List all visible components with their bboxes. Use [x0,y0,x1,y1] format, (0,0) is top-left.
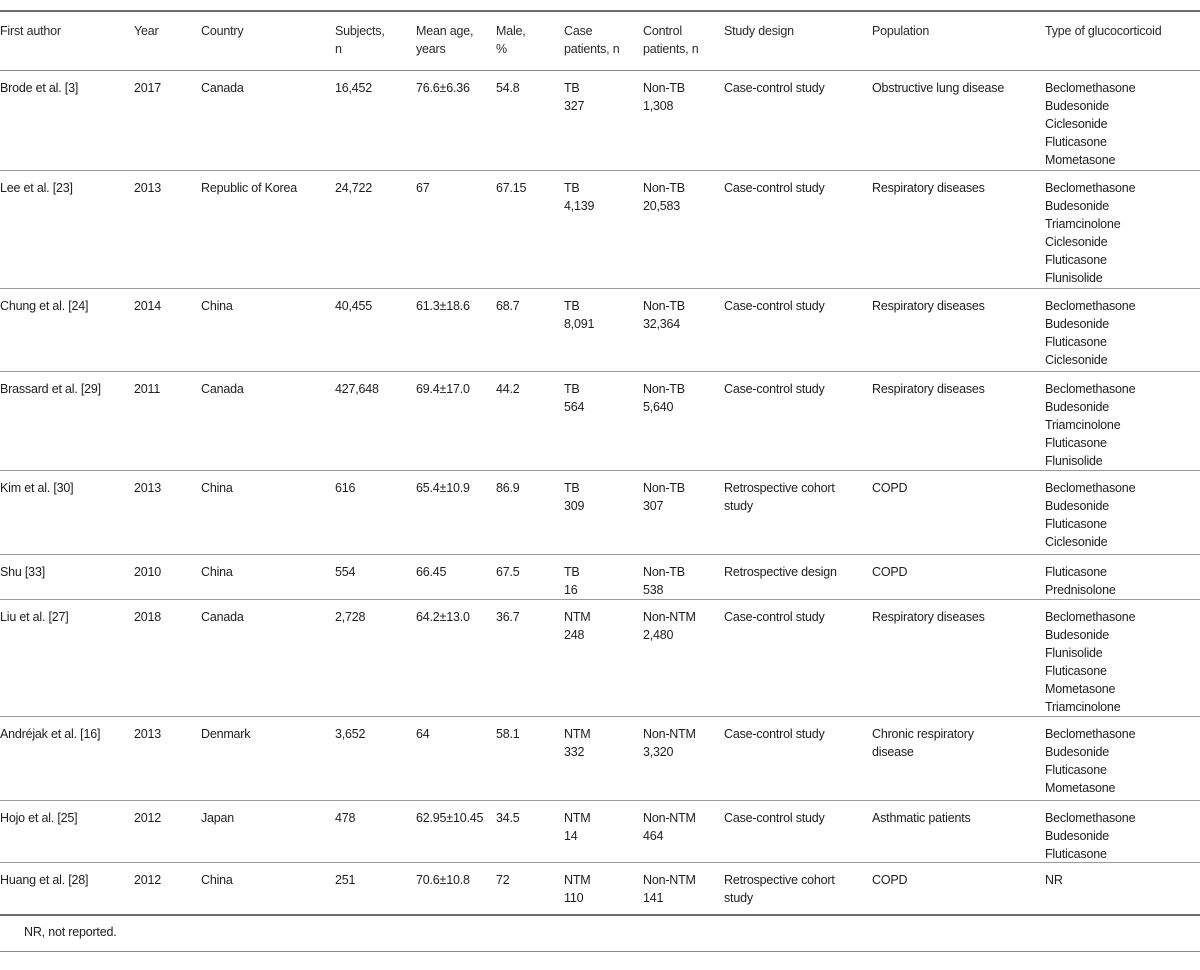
cell-glucocorticoid: Beclomethasone Budesonide Fluticasone Ciclesonide [1045,481,1136,549]
header-population: Population [872,24,930,38]
cell-subjects: 616 [335,481,356,495]
cell-population: COPD [872,565,908,579]
table-row [0,554,1200,599]
cell-male: 54.8 [496,81,520,95]
cell-population: Respiratory diseases [872,299,985,313]
cell-year: 2018 [134,610,162,624]
cell-country: Canada [201,81,244,95]
cell-control-patients: Non-NTM 464 [643,811,696,843]
cell-subjects: 427,648 [335,382,379,396]
cell-population: COPD [872,873,908,887]
cell-subjects: 40,455 [335,299,373,313]
header-country: Country [201,24,244,38]
cell-case-patients: TB 16 [564,565,580,597]
header-year: Year [134,24,159,38]
cell-study-design: Case-control study [724,610,825,624]
cell-year: 2013 [134,181,162,195]
cell-population: COPD [872,481,908,495]
cell-country: China [201,565,233,579]
cell-case-patients: NTM 248 [564,610,591,642]
cell-glucocorticoid: NR [1045,873,1063,887]
cell-population: Asthmatic patients [872,811,971,825]
cell-glucocorticoid: Beclomethasone Budesonide Ciclesonide Fluticasone Mometasone [1045,81,1136,167]
table-row [0,599,1200,716]
cell-population: Respiratory diseases [872,181,985,195]
cell-male: 34.5 [496,811,520,825]
cell-study-design: Retrospective design [724,565,837,579]
table-row [0,170,1200,288]
cell-population: Chronic respiratory disease [872,727,974,759]
cell-glucocorticoid: Fluticasone Prednisolone [1045,565,1116,597]
cell-subjects: 554 [335,565,356,579]
cell-year: 2013 [134,727,162,741]
cell-study-design: Retrospective cohort study [724,873,835,905]
cell-control-patients: Non-TB 20,583 [643,181,685,213]
cell-study-design: Case-control study [724,181,825,195]
cell-year: 2011 [134,382,161,396]
cell-first-author: Hojo et al. [25] [0,811,78,825]
cell-male: 67.15 [496,181,527,195]
cell-control-patients: Non-TB 538 [643,565,685,597]
cell-year: 2014 [134,299,162,313]
cell-first-author: Brassard et al. [29] [0,382,101,396]
cell-year: 2012 [134,811,162,825]
cell-year: 2012 [134,873,162,887]
cell-first-author: Shu [33] [0,565,45,579]
cell-control-patients: Non-NTM 2,480 [643,610,696,642]
cell-country: China [201,873,233,887]
cell-case-patients: NTM 14 [564,811,591,843]
cell-male: 44.2 [496,382,520,396]
cell-study-design: Case-control study [724,81,825,95]
cell-control-patients: Non-TB 1,308 [643,81,685,113]
footnote-rule [0,951,1200,952]
table-row [0,371,1200,470]
header-first-author: First author [0,24,61,38]
cell-year: 2013 [134,481,162,495]
cell-control-patients: Non-NTM 141 [643,873,696,905]
cell-control-patients: Non-TB 307 [643,481,685,513]
cell-subjects: 3,652 [335,727,366,741]
cell-first-author: Chung et al. [24] [0,299,89,313]
cell-study-design: Case-control study [724,382,825,396]
cell-male: 86.9 [496,481,520,495]
cell-study-design: Case-control study [724,811,825,825]
table-bottom-rule [0,914,1200,916]
cell-mean-age: 62.95±10.45 [416,811,484,825]
table-footnote: NR, not reported. [24,925,117,939]
header-control-patients: Control patients, n [643,24,699,56]
cell-case-patients: TB 309 [564,481,585,513]
cell-male: 68.7 [496,299,520,313]
cell-first-author: Huang et al. [28] [0,873,89,887]
cell-control-patients: Non-TB 32,364 [643,299,685,331]
cell-mean-age: 64.2±13.0 [416,610,470,624]
header-glucocorticoid: Type of glucocorticoid [1045,24,1162,38]
cell-mean-age: 61.3±18.6 [416,299,470,313]
table-row [0,862,1200,914]
cell-first-author: Lee et al. [23] [0,181,73,195]
cell-case-patients: TB 327 [564,81,585,113]
cell-first-author: Andréjak et al. [16] [0,727,101,741]
cell-population: Respiratory diseases [872,382,985,396]
cell-case-patients: NTM 332 [564,727,591,759]
table-row [0,800,1200,862]
header-case-patients: Case patients, n [564,24,620,56]
cell-mean-age: 76.6±6.36 [416,81,470,95]
cell-mean-age: 65.4±10.9 [416,481,470,495]
cell-case-patients: TB 564 [564,382,585,414]
cell-subjects: 478 [335,811,356,825]
table-row [0,288,1200,371]
cell-country: Republic of Korea [201,181,297,195]
cell-country: Denmark [201,727,251,741]
table-row [0,70,1200,170]
cell-male: 58.1 [496,727,520,741]
table-row [0,470,1200,554]
cell-glucocorticoid: Beclomethasone Budesonide Fluticasone [1045,811,1136,861]
cell-mean-age: 67 [416,181,430,195]
cell-first-author: Brode et al. [3] [0,81,79,95]
cell-glucocorticoid: Beclomethasone Budesonide Flunisolide Fluticasone Mometasone Triamcinolone [1045,610,1136,714]
cell-first-author: Kim et al. [30] [0,481,74,495]
cell-mean-age: 64 [416,727,430,741]
cell-subjects: 16,452 [335,81,373,95]
cell-mean-age: 66.45 [416,565,447,579]
cell-control-patients: Non-TB 5,640 [643,382,685,414]
cell-study-design: Case-control study [724,299,825,313]
cell-year: 2010 [134,565,162,579]
table-header-row [0,12,1200,70]
cell-study-design: Case-control study [724,727,825,741]
cell-country: China [201,481,233,495]
cell-subjects: 2,728 [335,610,366,624]
cell-country: Canada [201,382,244,396]
header-male: Male, % [496,24,526,56]
cell-male: 67.5 [496,565,520,579]
cell-case-patients: TB 4,139 [564,181,595,213]
cell-control-patients: Non-NTM 3,320 [643,727,696,759]
header-mean-age: Mean age, years [416,24,474,56]
cell-first-author: Liu et al. [27] [0,610,69,624]
cell-case-patients: TB 8,091 [564,299,595,331]
cell-male: 36.7 [496,610,520,624]
header-subjects: Subjects, n [335,24,385,56]
cell-glucocorticoid: Beclomethasone Budesonide Triamcinolone Ciclesonide Fluticasone Flunisolide [1045,181,1136,285]
cell-population: Obstructive lung disease [872,81,1005,95]
cell-country: China [201,299,233,313]
cell-glucocorticoid: Beclomethasone Budesonide Fluticasone Ciclesonide [1045,299,1136,367]
cell-mean-age: 70.6±10.8 [416,873,470,887]
cell-study-design: Retrospective cohort study [724,481,835,513]
cell-subjects: 251 [335,873,356,887]
cell-population: Respiratory diseases [872,610,985,624]
cell-country: Japan [201,811,235,825]
header-study-design: Study design [724,24,794,38]
cell-country: Canada [201,610,244,624]
cell-male: 72 [496,873,510,887]
cell-glucocorticoid: Beclomethasone Budesonide Fluticasone Mometasone [1045,727,1136,795]
cell-year: 2017 [134,81,162,95]
cell-mean-age: 69.4±17.0 [416,382,470,396]
table-row [0,716,1200,800]
cell-subjects: 24,722 [335,181,373,195]
cell-glucocorticoid: Beclomethasone Budesonide Triamcinolone Fluticasone Flunisolide [1045,382,1136,468]
cell-case-patients: NTM 110 [564,873,591,905]
